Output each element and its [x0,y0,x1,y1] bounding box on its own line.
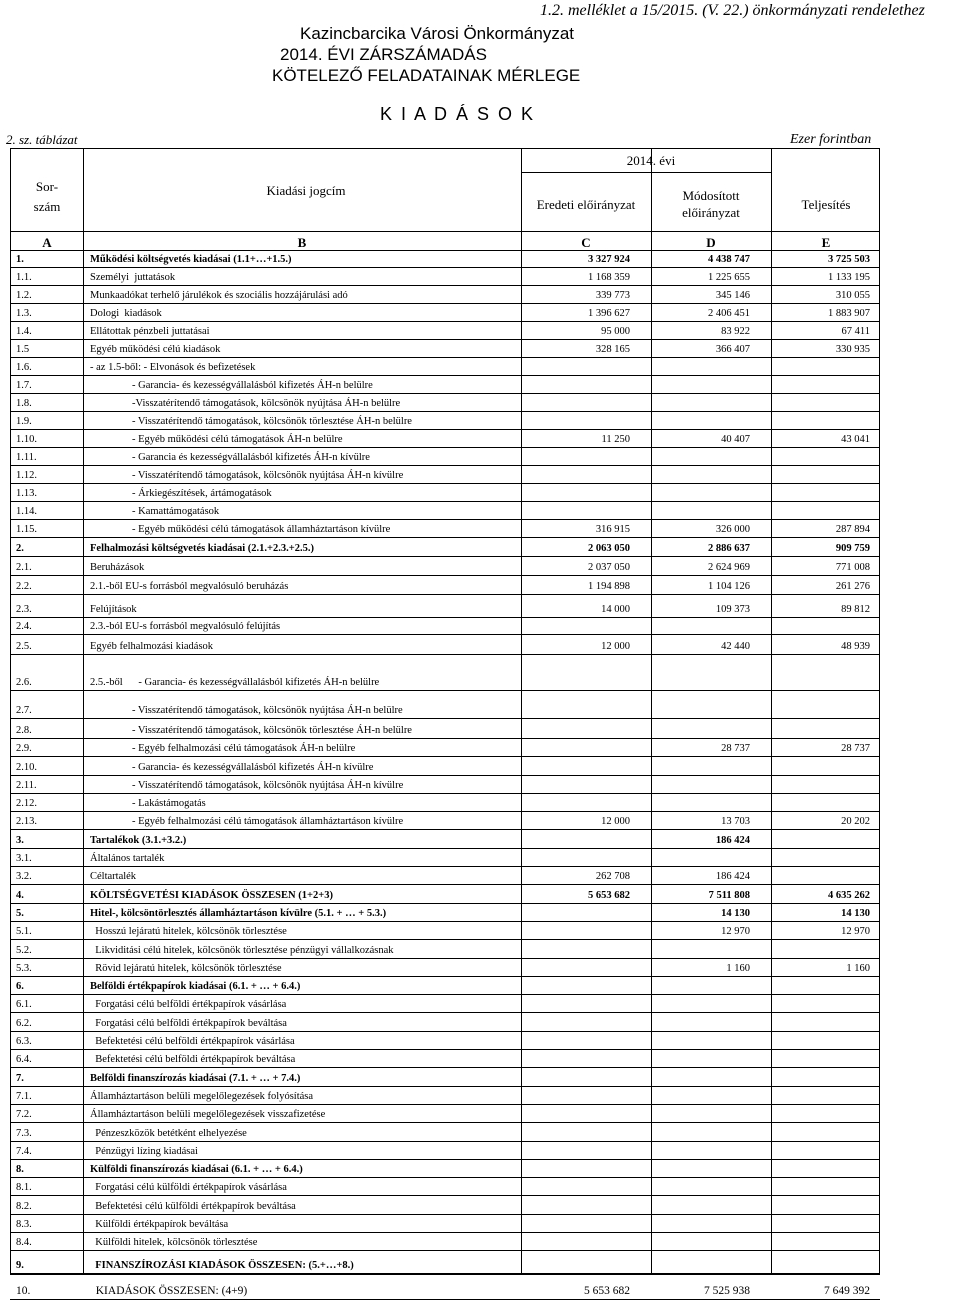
currency-unit: Ezer forintban [790,132,872,147]
original-budget-value: 12 000 [601,816,630,828]
modified-budget-value: 4 438 747 [708,254,750,265]
table-row [10,430,880,448]
row-label: 2.1.-ből EU-s forrásból megvalósuló beruházás [90,581,289,592]
row-label: - Egyéb működési célú támogatások államháztartáson kívülre [90,524,391,535]
table-row [10,904,880,922]
table-row [10,394,880,412]
actual-value: 12 970 [841,926,870,938]
row-number: 3.2. [16,871,32,883]
row-label: Forgatási célú külföldi értékpapírok vásárlása [90,1182,287,1194]
row-number: 6.4. [16,1054,32,1066]
header-sorszam: Sor- szám [33,179,61,214]
modified-budget-value: 345 146 [715,290,750,301]
column-letter: A [42,235,52,250]
table-row [10,448,880,466]
actual-value: 3 725 503 [828,254,870,265]
row-number: 1.12. [16,470,37,481]
table-row [10,576,880,595]
row-label: Befektetési célú külföldi értékpapírok beváltása [90,1200,296,1212]
row-label: - Visszatérítendő támogatások, kölcsönök törlesztése ÁH-n belülre [90,416,412,427]
row-label: - Garancia- és kezességvállalásból kifizetés ÁH-n kívülre [90,761,374,773]
row-label: Hitel-, kölcsöntörlesztés államháztartáson kívülre (5.1. + … + 5.3.) [90,907,387,919]
original-budget-value: 95 000 [601,326,630,337]
row-number: 2.7. [16,705,32,716]
row-number: 9. [16,1260,24,1272]
table-row [10,719,880,739]
row-number: 2.8. [16,725,32,736]
table-row [10,635,880,655]
row-number: 4. [16,889,24,901]
row-label: 2.3.-ból EU-s forrásból megvalósuló felújítás [90,621,281,632]
row-label: Államháztartáson belüli megelőlegezések visszafizetése [90,1109,326,1121]
table-row [10,1050,880,1068]
row-label: Felújítások [90,604,137,615]
table-row [10,322,880,340]
actual-value: 43 041 [841,434,870,445]
table-row [10,466,880,484]
table-row [10,959,880,977]
row-number: 2.1. [16,562,32,573]
table-row [10,484,880,502]
original-budget-value: 328 165 [595,344,630,355]
row-number: 8.1. [16,1182,32,1194]
original-budget-value: 5 653 682 [588,889,630,901]
row-label: 2.5.-ből - Garancia- és kezességvállalásból kifizetés ÁH-n belülre [90,677,380,688]
table-row [10,412,880,430]
original-budget-value: 339 773 [595,290,630,301]
actual-value: 48 939 [841,641,870,652]
row-label: - Lakástámogatás [90,798,206,810]
row-number: 1.13. [16,488,37,499]
row-label: Likviditási célú hitelek, kölcsönök törlesztése pénzügyi vállalkozásnak [90,944,394,956]
row-label: KIADÁSOK ÖSSZESEN: (4+9) [90,1285,248,1298]
table-row [10,1160,880,1178]
row-number: 1.4. [16,326,32,337]
row-label: Külföldi finanszírozás kiadásai (6.1. + … + 6.4.) [90,1164,303,1176]
row-label: Egyéb működési célú kiadások [90,344,221,355]
actual-value: 330 935 [835,344,870,355]
row-number: 1. [16,254,24,265]
row-label: KÖLTSÉGVETÉSI KIADÁSOK ÖSSZESEN (1+2+3) [90,889,333,901]
column-letter: C [581,235,591,250]
table-row [10,250,880,268]
table-row [10,867,880,885]
row-number: 8.2. [16,1200,32,1212]
row-label: Egyéb felhalmozási kiadások [90,641,214,652]
row-label: Pénzügyi lízing kiadásai [90,1145,198,1157]
original-budget-value: 1 194 898 [588,581,630,592]
modified-budget-value: 83 922 [721,326,750,337]
row-number: 2.2. [16,581,32,592]
row-label: Személyi juttatások [90,272,176,283]
table-row [10,995,880,1013]
row-number: 6.1. [16,999,32,1011]
row-label: Céltartalék [90,871,137,883]
actual-value: 1 160 [846,962,870,974]
table-row [10,1068,880,1086]
row-label: Befektetési célú belföldi értékpapírok vásárlása [90,1036,295,1048]
table-row [10,776,880,794]
row-number: 2.10. [16,761,37,773]
row-number: 2.5. [16,641,32,652]
modified-budget-value: 1 225 655 [708,272,750,283]
row-number: 7.3. [16,1127,32,1139]
column-letter: B [297,235,307,250]
row-number: 2.12. [16,798,37,810]
row-label: FINANSZÍROZÁSI KIADÁSOK ÖSSZESEN: (5.+…+8.) [90,1260,354,1272]
row-number: 2.9. [16,743,32,755]
row-number: 1.11. [16,452,37,463]
modified-budget-value: 366 407 [715,344,750,355]
row-label: Tartalékok (3.1.+3.2.) [90,834,187,846]
modified-budget-value: 13 703 [721,816,750,828]
original-budget-value: 1 396 627 [588,308,630,319]
modified-budget-value: 42 440 [721,641,750,652]
table-row [10,739,880,757]
row-number: 1.1. [16,272,32,283]
row-number: 8.4. [16,1237,32,1249]
header-jogcim: Kiadási jogcím [266,183,346,198]
row-label: - Visszatérítendő támogatások, kölcsönök törlesztése ÁH-n belülre [90,725,412,736]
row-label: - Kamattámogatások [90,506,220,517]
row-label: - Árkiegészítések, ártámogatások [90,488,272,499]
row-label: - Visszatérítendő támogatások, kölcsönök nyújtása ÁH-n kívülre [90,470,404,481]
actual-value: 1 883 907 [828,308,870,319]
table-row [10,502,880,520]
original-budget-value: 14 000 [601,604,630,615]
modified-budget-value: 7 511 808 [708,889,750,901]
row-label: - Visszatérítendő támogatások, kölcsönök nyújtása ÁH-n belülre [90,705,403,716]
row-number: 6. [16,981,24,993]
modified-budget-value: 326 000 [715,524,750,535]
report-title: 2014. ÉVI ZÁRSZÁMADÁS [280,45,487,64]
header-teljesites: Teljesítés [801,197,851,212]
table-row [10,1142,880,1160]
row-number: 1.6. [16,362,32,373]
table-row [10,358,880,376]
table-row [10,1105,880,1123]
row-label: Külföldi hitelek, kölcsönök törlesztése [90,1237,258,1249]
table-row [10,655,880,691]
actual-value: 28 737 [841,743,870,755]
row-label: Felhalmozási költségvetés kiadásai (2.1.+2.3.+2.5.) [90,543,314,554]
modified-budget-value: 7 525 938 [704,1285,750,1298]
row-number: 2.11. [16,779,37,791]
row-label: Munkaadókat terhelő járulékok és szociális hozzájárulási adó [90,290,348,301]
table-row [10,922,880,940]
actual-value: 89 812 [841,604,870,615]
original-budget-value: 2 063 050 [588,543,630,554]
original-budget-value: 11 250 [601,434,630,445]
row-number: 3.1. [16,853,32,865]
original-budget-value: 3 327 924 [588,254,630,265]
actual-value: 1 133 195 [828,272,870,283]
table-row [10,340,880,358]
row-label: Forgatási célú belföldi értékpapírok beváltása [90,1017,287,1029]
row-number: 3. [16,834,24,846]
section-title: K I A D Á S O K [380,104,536,124]
row-label: Forgatási célú belföldi értékpapírok vásárlása [90,999,287,1011]
row-number: 1.7. [16,380,32,391]
decree-reference: 1.2. melléklet a 15/2015. (V. 22.) önkormányzati rendelethez [540,2,925,19]
actual-value: 7 649 392 [824,1285,870,1298]
row-number: 1.9. [16,416,32,427]
actual-value: 771 008 [835,562,870,573]
row-number: 1.15. [16,524,37,535]
modified-budget-value: 2 406 451 [708,308,750,319]
modified-budget-value: 1 160 [726,962,750,974]
modified-budget-value: 2 624 969 [708,562,750,573]
table-row [10,757,880,775]
original-budget-value: 12 000 [601,641,630,652]
original-budget-value: 1 168 359 [588,272,630,283]
table-row [10,520,880,538]
original-budget-value: 2 037 050 [588,562,630,573]
modified-budget-value: 186 424 [715,834,750,846]
row-label: Ellátottak pénzbeli juttatásai [90,326,210,337]
column-letter: E [821,235,831,250]
table-row [10,977,880,995]
row-label: -Visszatérítendő támogatások, kölcsönök nyújtása ÁH-n belülre [90,398,401,409]
table-row [10,376,880,394]
table-row [10,595,880,618]
row-number: 6.2. [16,1017,32,1029]
row-label: Dologi kiadások [90,308,162,319]
row-number: 1.8. [16,398,32,409]
modified-budget-value: 40 407 [721,434,750,445]
row-number: 7.4. [16,1145,32,1157]
row-label: - Garancia és kezességvállalásból kifizetés ÁH-n kívülre [90,452,370,463]
original-budget-value: 262 708 [595,871,630,883]
row-label: Államháztartáson belüli megelőlegezések folyósítása [90,1090,314,1102]
header-year: 2014. évi [626,153,676,168]
row-number: 6.3. [16,1036,32,1048]
modified-budget-value: 1 104 126 [708,581,750,592]
row-number: 2.3. [16,604,32,615]
row-label: Pénzeszközök betétként elhelyezése [90,1127,247,1139]
row-number: 2.13. [16,816,37,828]
row-number: 8. [16,1164,24,1176]
row-number: 1.3. [16,308,32,319]
table-row [10,1032,880,1050]
table-row [10,1014,880,1032]
row-label: Működési költségvetés kiadásai (1.1+…+1.5.) [90,254,292,265]
actual-value: 287 894 [835,524,870,535]
row-label: - Visszatérítendő támogatások, kölcsönök nyújtása ÁH-n kívülre [90,779,404,791]
table-row [10,849,880,867]
table-row [10,557,880,576]
modified-budget-value: 109 373 [715,604,750,615]
row-label: Hosszú lejáratú hitelek, kölcsönök törlesztése [90,926,287,938]
row-number: 1.10. [16,434,37,445]
table-row [10,885,880,903]
row-label: - Garancia- és kezességvállalásból kifizetés ÁH-n belülre [90,380,373,391]
row-number: 1.2. [16,290,32,301]
table-row [10,1178,880,1196]
row-number: 7. [16,1072,24,1084]
actual-value: 14 130 [841,907,870,919]
row-label: - az 1.5-ből: - Elvonások és befizetések [90,362,256,373]
actual-value: 67 411 [841,326,870,337]
actual-value: 261 276 [835,581,870,592]
table-row [10,618,880,635]
row-label: Belföldi értékpapírok kiadásai (6.1. + … + 6.4.) [90,981,301,993]
modified-budget-value: 186 424 [715,871,750,883]
table-row [10,940,880,958]
row-label: - Egyéb működési célú támogatások ÁH-n belülre [90,434,343,445]
table-row [10,538,880,557]
row-number: 8.3. [16,1219,32,1231]
actual-value: 4 635 262 [828,889,870,901]
row-label: - Egyéb felhalmozási célú támogatások államháztartáson kívülre [90,816,404,828]
table-row [10,286,880,304]
row-number: 1.5 [16,344,30,355]
table-row [10,1197,880,1215]
row-number: 5. [16,907,24,919]
table-row [10,268,880,286]
row-number: 7.1. [16,1090,32,1102]
row-number: 10. [16,1285,31,1298]
table-row [10,1274,880,1300]
row-label: Befektetési célú belföldi értékpapírok beváltása [90,1054,296,1066]
modified-budget-value: 14 130 [721,907,750,919]
table-row [10,1251,880,1274]
table-label: 2. sz. táblázat [6,132,78,147]
row-number: 5.3. [16,962,32,974]
actual-value: 20 202 [841,816,870,828]
modified-budget-value: 28 737 [721,743,750,755]
table-row [10,1087,880,1105]
actual-value: 310 055 [835,290,870,301]
original-budget-value: 316 915 [595,524,630,535]
column-letter: D [706,235,716,250]
row-number: 7.2. [16,1109,32,1121]
row-number: 2.4. [16,621,32,632]
table-row [10,1233,880,1251]
row-label: Külföldi értékpapírok beváltása [90,1219,229,1231]
table-row [10,794,880,812]
modified-budget-value: 2 886 637 [708,543,750,554]
row-label: Belföldi finanszírozás kiadásai (7.1. + … + 7.4.) [90,1072,301,1084]
table-row [10,831,880,849]
row-number: 5.1. [16,926,32,938]
row-number: 5.2. [16,944,32,956]
row-label: - Egyéb felhalmozási célú támogatások ÁH-n belülre [90,743,356,755]
row-number: 2.6. [16,677,32,688]
report-subtitle: KÖTELEZŐ FELADATAINAK MÉRLEGE [272,66,581,85]
modified-budget-value: 12 970 [721,926,750,938]
table-row [10,1123,880,1141]
actual-value: 909 759 [835,543,870,554]
table-row [10,304,880,322]
header-eredeti: Eredeti előirányzat [536,197,636,212]
table-row [10,1215,880,1233]
row-number: 1.14. [16,506,37,517]
row-label: Általános tartalék [90,853,165,865]
row-label: Beruházások [90,562,145,573]
table-row [10,812,880,830]
header-modositott: Módosított előirányzat [682,188,740,220]
row-label: Rövid lejáratú hitelek, kölcsönök törlesztése [90,962,282,974]
table-row [10,691,880,719]
row-number: 2. [16,543,24,554]
organization-name: Kazincbarcika Városi Önkormányzat [300,24,575,43]
header-divider [11,231,879,232]
original-budget-value: 5 653 682 [584,1285,630,1298]
